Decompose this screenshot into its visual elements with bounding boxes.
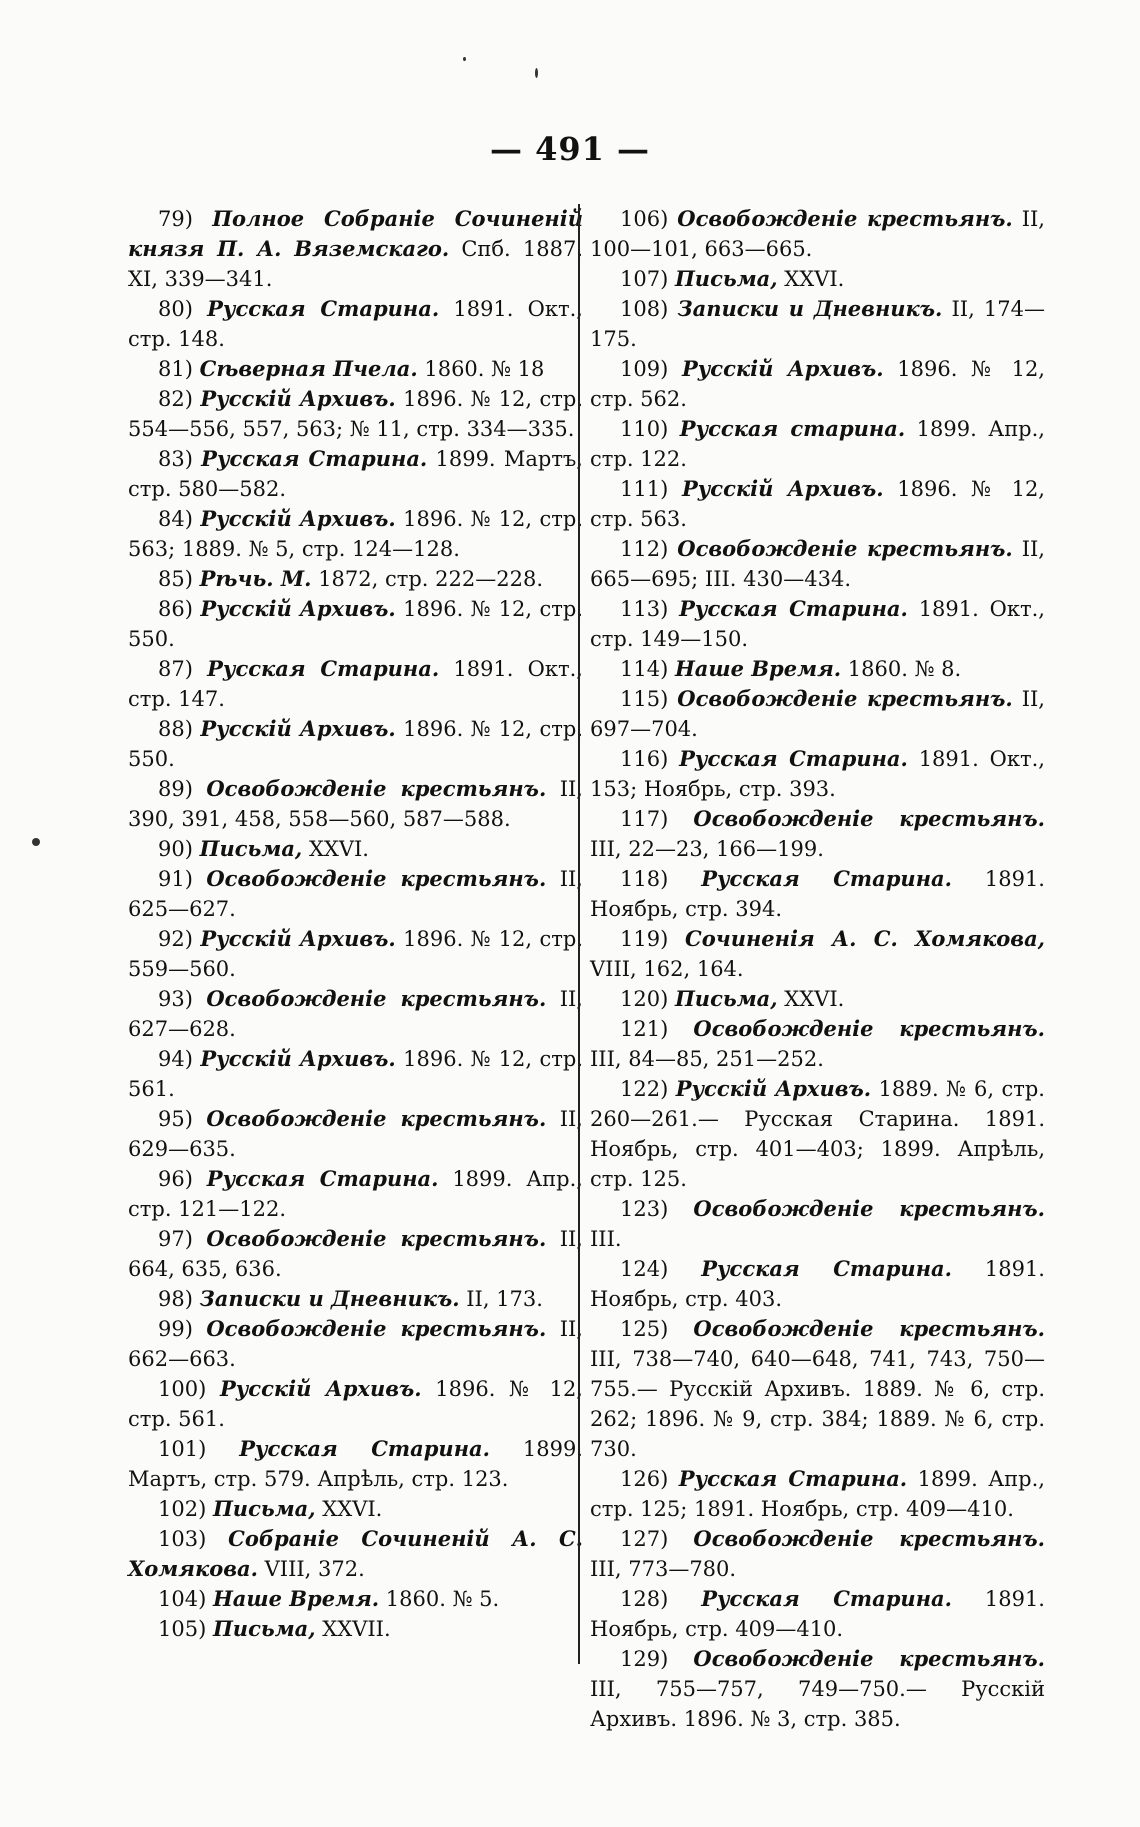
footnote-entry xyxy=(590,804,1045,864)
footnote-number: 110) xyxy=(620,417,669,441)
footnote-reference: II, 390, 391, 458, 558—560, 587—588. xyxy=(128,777,583,831)
footnote-entry xyxy=(128,1584,583,1614)
footnote-entry xyxy=(590,1254,1045,1314)
footnote-number: 118) xyxy=(620,867,669,891)
footnote-entry xyxy=(128,984,583,1044)
footnote-reference: II, 629—635. xyxy=(128,1107,583,1161)
footnote-source-title: Освобожденіе крестьянъ. xyxy=(677,686,1013,711)
footnote-number: 91) xyxy=(158,867,193,891)
footnote-reference: III. xyxy=(590,1227,622,1251)
footnote-source-title: Освобожденіе крестьянъ. xyxy=(206,776,547,801)
footnote-reference: 1899. Мартъ, стр. 579. Апрѣль, стр. 123. xyxy=(128,1437,583,1491)
footnote-number: 84) xyxy=(158,507,193,531)
footnote-source-title: Русская Старина. xyxy=(701,1586,952,1611)
footnote-number: 92) xyxy=(158,927,193,951)
footnote-number: 102) xyxy=(158,1497,207,1521)
footnote-reference: XXVI. xyxy=(308,837,369,861)
footnote-reference: Спб. 1887. XI, 339—341. xyxy=(128,237,583,291)
footnote-entry xyxy=(590,684,1045,744)
footnote-source-title: Русскій Архивъ. xyxy=(200,926,396,951)
footnote-entry xyxy=(128,834,583,864)
footnote-source-title: Письма, xyxy=(212,1496,316,1521)
footnote-entry xyxy=(128,654,583,714)
footnote-number: 93) xyxy=(158,987,193,1011)
footnote-source-title: Освобожденіе крестьянъ. xyxy=(693,1316,1045,1341)
footnote-number: 122) xyxy=(620,1077,669,1101)
footnote-entry xyxy=(128,1434,583,1494)
footnote-source-title: Освобожденіе крестьянъ. xyxy=(206,1106,547,1131)
footnote-entry xyxy=(128,594,583,654)
footnote-source-title: Русская Старина. xyxy=(239,1436,490,1461)
footnote-source-title: Освобожденіе крестьянъ. xyxy=(693,1526,1045,1551)
footnote-reference: 1891. Окт., стр. 148. xyxy=(128,297,583,351)
footnote-entry xyxy=(590,1074,1045,1194)
footnote-number: 109) xyxy=(620,357,669,381)
footnote-entry xyxy=(590,594,1045,654)
footnote-reference: 1860. № 18 xyxy=(424,357,545,381)
footnote-reference: 1891. Ноябрь, стр. 394. xyxy=(590,867,1045,921)
footnote-number: 95) xyxy=(158,1107,193,1131)
footnote-entry xyxy=(128,1284,583,1314)
footnote-reference: 1899. Апр., стр. 121—122. xyxy=(128,1167,583,1221)
footnote-entry xyxy=(590,354,1045,414)
footnote-reference: 1896. № 12, стр. 561. xyxy=(128,1377,583,1431)
footnote-number: 79) xyxy=(158,207,193,231)
footnote-source-title: Письма, xyxy=(674,986,778,1011)
footnote-reference: II, 173. xyxy=(466,1287,543,1311)
scan-speck xyxy=(463,57,466,61)
footnote-entry xyxy=(590,414,1045,474)
footnote-source-title: Русская Старина. xyxy=(678,1466,908,1491)
footnote-number: 117) xyxy=(620,807,669,831)
footnote-entry xyxy=(128,1044,583,1104)
footnote-source-title: Русскій Архивъ. xyxy=(200,596,396,621)
footnote-number: 82) xyxy=(158,387,193,411)
footnote-entry xyxy=(590,474,1045,534)
footnote-number: 108) xyxy=(620,297,669,321)
scan-speck xyxy=(32,838,40,846)
footnote-entry xyxy=(590,1464,1045,1524)
footnote-source-title: Наше Время. xyxy=(674,656,842,681)
footnote-reference: III, 84—85, 251—252. xyxy=(590,1047,824,1071)
footnote-reference: 1896. № 12, стр. 559—560. xyxy=(128,927,583,981)
footnote-reference: 1896. № 12, стр. 550. xyxy=(128,597,583,651)
footnote-reference: 1899. Апр., стр. 125; 1891. Ноябрь, стр. 409—410. xyxy=(590,1467,1045,1521)
footnote-source-title: Русскій Архивъ. xyxy=(219,1376,422,1401)
footnote-entry xyxy=(128,1164,583,1224)
footnote-reference: 1896. № 12, стр. 561. xyxy=(128,1047,583,1101)
left-notes-column xyxy=(128,204,583,1644)
footnote-source-title: Русскій Архивъ. xyxy=(200,386,396,411)
footnote-reference: II, 665—695; III. 430—434. xyxy=(590,537,1045,591)
footnote-number: 128) xyxy=(620,1587,669,1611)
footnote-number: 129) xyxy=(620,1647,669,1671)
footnote-number: 86) xyxy=(158,597,193,621)
footnote-reference: 1889. № 6, стр. 260—261.— Русская Старина. 1891. Ноябрь, стр. 401—403; 1899. Апрѣль, стр. 125. xyxy=(590,1077,1045,1191)
footnote-entry xyxy=(128,444,583,504)
footnote-source-title: Русская Старина. xyxy=(201,446,428,471)
footnote-entry xyxy=(128,1614,583,1644)
footnote-source-title: Письма, xyxy=(212,1616,316,1641)
footnote-entry xyxy=(128,1494,583,1524)
footnote-source-title: Русскій Архивъ. xyxy=(675,1076,872,1101)
footnote-number: 112) xyxy=(620,537,669,561)
footnote-source-title: Русскій Архивъ. xyxy=(200,1046,396,1071)
footnote-reference: III, 773—780. xyxy=(590,1557,737,1581)
footnote-number: 90) xyxy=(158,837,193,861)
footnote-source-title: Освобожденіе крестьянъ. xyxy=(693,1016,1045,1041)
footnote-reference: 1896. № 12, стр. 554—556, 557, 563; № 11, стр. 334—335. xyxy=(128,387,583,441)
footnote-number: 107) xyxy=(620,267,669,291)
footnote-entry xyxy=(128,1314,583,1374)
footnote-entry xyxy=(590,864,1045,924)
footnote-number: 80) xyxy=(158,297,193,321)
footnote-source-title: Русская Старина. xyxy=(679,596,908,621)
footnote-entry xyxy=(128,924,583,984)
footnote-entry xyxy=(590,1584,1045,1644)
footnote-reference: 1896. № 12, стр. 550. xyxy=(128,717,583,771)
footnote-number: 124) xyxy=(620,1257,669,1281)
footnote-source-title: Освобожденіе крестьянъ. xyxy=(693,1646,1045,1671)
footnote-reference: XXVI. xyxy=(784,267,845,291)
footnote-entry xyxy=(128,204,583,294)
footnote-number: 103) xyxy=(158,1527,207,1551)
footnote-source-title: Записки и Дневникъ. xyxy=(677,296,943,321)
footnote-source-title: Русская старина. xyxy=(679,416,906,441)
footnote-source-title: Полное Собраніе Сочиненій князя П. А. Вяземскаго. xyxy=(128,206,583,261)
footnote-entry xyxy=(590,744,1045,804)
footnote-number: 116) xyxy=(620,747,669,771)
footnote-source-title: Освобожденіе крестьянъ. xyxy=(206,866,547,891)
footnote-reference: II, 174—175. xyxy=(590,297,1045,351)
footnote-number: 115) xyxy=(620,687,669,711)
footnote-reference: XXVI. xyxy=(784,987,845,1011)
footnote-entry xyxy=(128,1224,583,1284)
footnote-number: 119) xyxy=(620,927,669,951)
footnote-entry xyxy=(590,204,1045,264)
footnote-entry xyxy=(590,1314,1045,1464)
footnote-source-title: Сѣверная Пчела. xyxy=(199,356,418,381)
footnote-source-title: Русская Старина. xyxy=(206,1166,439,1191)
footnote-reference: II, 627—628. xyxy=(128,987,583,1041)
page-number: — 491 — xyxy=(489,130,651,168)
footnote-source-title: Собраніе Сочиненій А. С. Хомякова. xyxy=(128,1526,583,1581)
footnote-source-title: Освобожденіе крестьянъ. xyxy=(206,1316,547,1341)
footnote-number: 99) xyxy=(158,1317,193,1341)
footnote-reference: 1860. № 8. xyxy=(847,657,962,681)
footnote-number: 89) xyxy=(158,777,193,801)
footnote-number: 96) xyxy=(158,1167,193,1191)
footnote-entry xyxy=(128,1524,583,1584)
footnote-number: 85) xyxy=(158,567,193,591)
footnote-source-title: Русская Старина. xyxy=(207,656,440,681)
footnote-source-title: Освобожденіе крестьянъ. xyxy=(677,206,1013,231)
footnote-source-title: Освобожденіе крестьянъ. xyxy=(677,536,1013,561)
footnote-reference: VIII, 162, 164. xyxy=(590,957,744,981)
footnote-entry xyxy=(128,564,583,594)
right-notes-column xyxy=(590,204,1045,1734)
footnote-entry xyxy=(128,1374,583,1434)
footnote-number: 83) xyxy=(158,447,193,471)
footnote-source-title: Наше Время. xyxy=(212,1586,380,1611)
footnote-number: 101) xyxy=(158,1437,207,1461)
scan-speck xyxy=(535,68,538,78)
footnote-source-title: Записки и Дневникъ. xyxy=(199,1286,460,1311)
footnote-entry xyxy=(128,714,583,774)
footnote-reference: III, 755—757, 749—750.— Русскій Архивъ. 1896. № 3, стр. 385. xyxy=(590,1677,1045,1731)
footnote-reference: 1891. Окт., стр. 147. xyxy=(128,657,583,711)
footnote-entry xyxy=(590,1014,1045,1074)
footnote-number: 106) xyxy=(620,207,669,231)
footnote-entry xyxy=(128,774,583,834)
footnote-entry xyxy=(128,384,583,444)
footnote-reference: II, 625—627. xyxy=(128,867,583,921)
footnote-source-title: Русская Старина. xyxy=(701,866,952,891)
footnote-number: 126) xyxy=(620,1467,669,1491)
footnote-source-title: Русская Старина. xyxy=(701,1256,952,1281)
footnote-source-title: Освобожденіе крестьянъ. xyxy=(693,806,1045,831)
footnote-source-title: Русскій Архивъ. xyxy=(681,356,884,381)
footnote-entry xyxy=(128,504,583,564)
footnote-reference: 1896. № 12, стр. 562. xyxy=(590,357,1045,411)
footnote-number: 97) xyxy=(158,1227,193,1251)
footnote-number: 114) xyxy=(620,657,669,681)
footnote-reference: II, 100—101, 663—665. xyxy=(590,207,1045,261)
footnote-entry xyxy=(128,354,583,384)
footnote-number: 88) xyxy=(158,717,193,741)
footnote-entry xyxy=(590,534,1045,594)
footnote-number: 113) xyxy=(620,597,669,621)
footnote-entry xyxy=(590,294,1045,354)
footnote-number: 105) xyxy=(158,1617,207,1641)
footnote-number: 123) xyxy=(620,1197,669,1221)
footnote-reference: 1891. Окт., 153; Ноябрь, стр. 393. xyxy=(590,747,1045,801)
footnote-source-title: Сочиненія А. С. Хомякова, xyxy=(684,926,1045,951)
footnote-number: 127) xyxy=(620,1527,669,1551)
footnote-reference: III, 22—23, 166—199. xyxy=(590,837,824,861)
footnote-reference: 1872, стр. 222—228. xyxy=(318,567,543,591)
footnote-number: 100) xyxy=(158,1377,207,1401)
footnote-entry xyxy=(590,1524,1045,1584)
footnote-source-title: Освобожденіе крестьянъ. xyxy=(693,1196,1045,1221)
footnote-reference: 1896. № 12, стр. 563. xyxy=(590,477,1045,531)
footnote-entry xyxy=(128,1104,583,1164)
footnote-source-title: Русская Старина. xyxy=(207,296,440,321)
footnote-reference: 1891. Ноябрь, стр. 403. xyxy=(590,1257,1045,1311)
footnote-number: 121) xyxy=(620,1017,669,1041)
footnote-number: 81) xyxy=(158,357,193,381)
footnote-number: 87) xyxy=(158,657,193,681)
footnote-source-title: Русскій Архивъ. xyxy=(200,506,396,531)
footnote-reference: II, 664, 635, 636. xyxy=(128,1227,583,1281)
footnote-reference: 1896. № 12, стр. 563; 1889. № 5, стр. 124—128. xyxy=(128,507,583,561)
footnote-number: 120) xyxy=(620,987,669,1011)
footnote-reference: III, 738—740, 640—648, 741, 743, 750—755.— Русскій Архивъ. 1889. № 6, стр. 262; 1896. № 9, стр. 384; 1889. № 6, стр. 730. xyxy=(590,1347,1045,1461)
footnote-number: 125) xyxy=(620,1317,669,1341)
footnote-number: 104) xyxy=(158,1587,207,1611)
footnote-entry xyxy=(128,294,583,354)
footnote-number: 111) xyxy=(620,477,669,501)
footnote-reference: II, 662—663. xyxy=(128,1317,583,1371)
footnote-source-title: Письма, xyxy=(674,266,778,291)
footnote-reference: 1899. Мартъ, стр. 580—582. xyxy=(128,447,583,501)
footnote-reference: II, 697—704. xyxy=(590,687,1045,741)
column-divider xyxy=(578,204,580,1664)
footnote-reference: 1899. Апр., стр. 122. xyxy=(590,417,1045,471)
footnote-reference: 1860. № 5. xyxy=(385,1587,500,1611)
footnote-source-title: Письма, xyxy=(199,836,303,861)
footnote-entry xyxy=(590,264,1045,294)
footnote-source-title: Рѣчь. М. xyxy=(199,566,312,591)
footnote-source-title: Русскій Архивъ. xyxy=(200,716,396,741)
footnote-source-title: Освобожденіе крестьянъ. xyxy=(206,986,547,1011)
footnote-entry xyxy=(590,654,1045,684)
footnote-entry xyxy=(590,1194,1045,1254)
footnote-source-title: Русскій Архивъ. xyxy=(681,476,884,501)
footnote-entry xyxy=(128,864,583,924)
footnote-source-title: Освобожденіе крестьянъ. xyxy=(206,1226,547,1251)
footnote-reference: XXVII. xyxy=(322,1617,391,1641)
footnote-number: 94) xyxy=(158,1047,193,1071)
footnote-reference: 1891. Окт., стр. 149—150. xyxy=(590,597,1045,651)
footnote-number: 98) xyxy=(158,1287,193,1311)
footnote-entry xyxy=(590,984,1045,1014)
footnote-reference: VIII, 372. xyxy=(264,1557,365,1581)
footnote-entry xyxy=(590,924,1045,984)
footnote-reference: XXVI. xyxy=(322,1497,383,1521)
footnote-source-title: Русская Старина. xyxy=(679,746,908,771)
footnote-reference: 1891. Ноябрь, стр. 409—410. xyxy=(590,1587,1045,1641)
footnote-entry xyxy=(590,1644,1045,1734)
